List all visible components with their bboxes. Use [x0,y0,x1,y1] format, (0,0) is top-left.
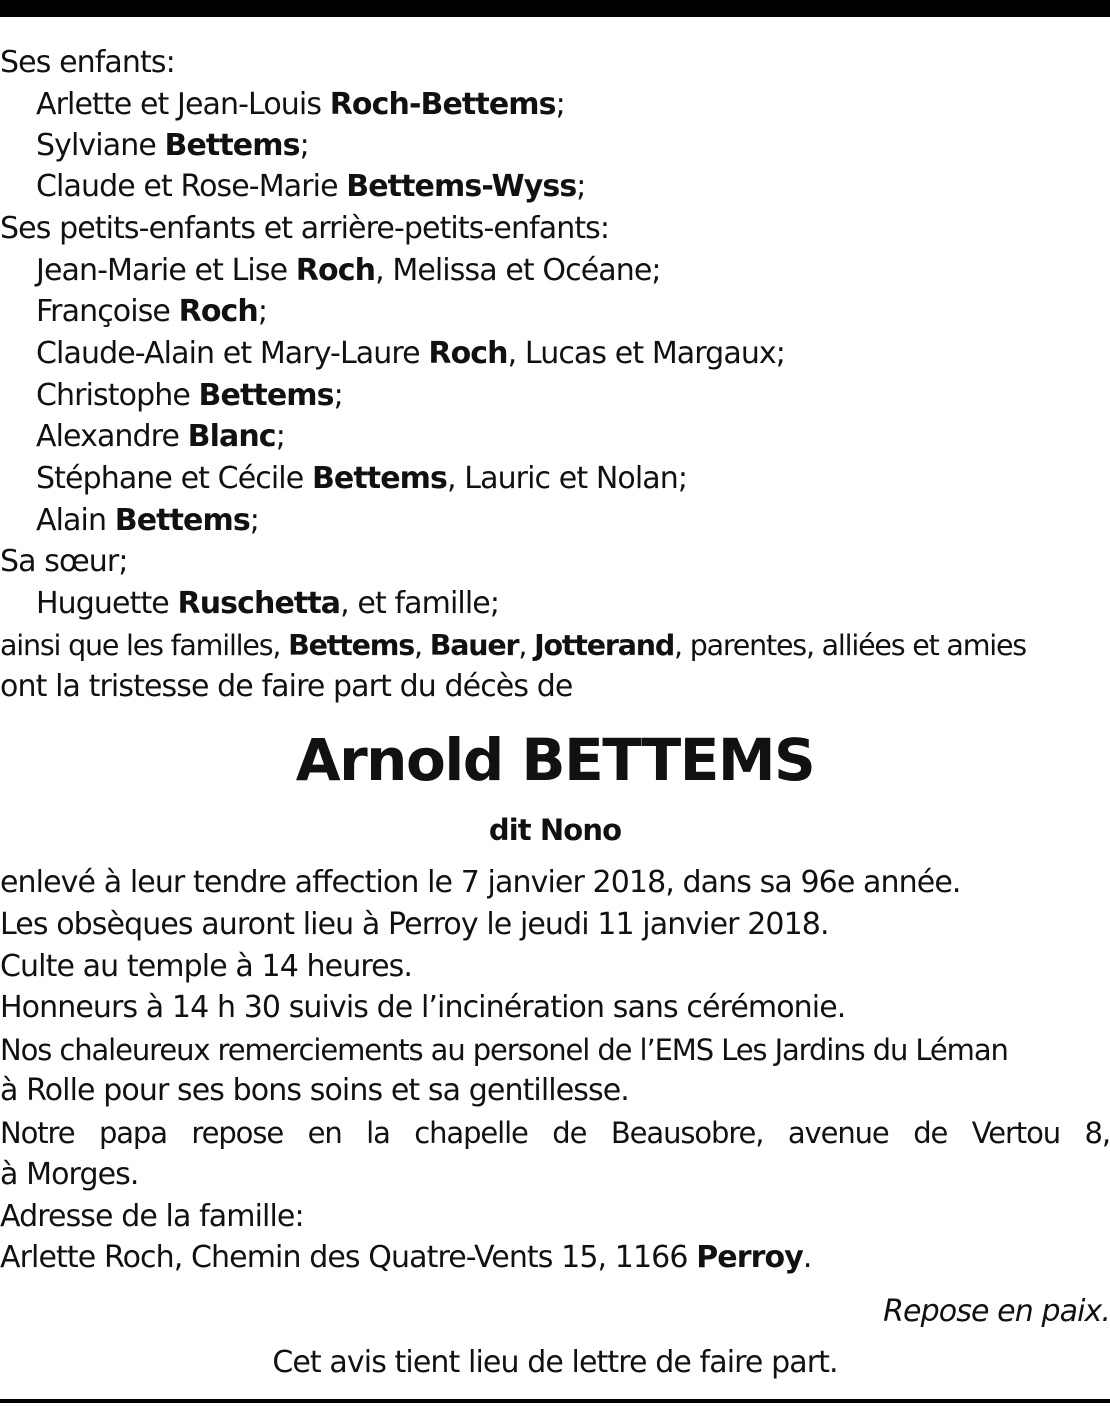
line-rest: ; [249,503,260,538]
address-prefix: Arlette Roch, Chemin des Quatre-Vents 15, 1166 [0,1240,697,1275]
given-names: Françoise [36,294,179,329]
line-rest: ; [576,169,586,204]
families-prefix: ainsi que les familles, [0,629,289,662]
surname: Bettems [198,378,334,413]
children-heading: Ses enfants: [0,45,175,80]
family-name: Bauer [429,629,519,662]
given-names: Claude et Rose-Marie [36,169,347,204]
surname: Ruschetta [177,586,341,621]
family-name: Bettems [288,629,414,662]
line-rest: , et famille; [340,586,500,621]
families-suffix: , parentes, alliées et amies [674,629,1026,662]
given-names: Alexandre [36,419,188,454]
family-line-grandchild-2 [36,291,1110,333]
notice-line: Cet avis tient lieu de lettre de faire part. [272,1345,838,1380]
detail-line-3: Culte au temple à 14 heures. [0,949,413,984]
detail-line-8: à Morges. [0,1157,139,1192]
family-line-child-1 [36,84,1110,126]
surname: Roch [178,294,258,329]
line-rest: ; [257,294,268,329]
family-line-grandchild-6 [36,458,1110,500]
address-suffix: . [802,1240,812,1275]
family-line-grandchild-1 [36,250,1110,292]
deceased-nickname: dit Nono [488,813,622,847]
detail-line-6: à Rolle pour ses bons soins et sa gentillesse. [0,1073,629,1108]
family-line-child-3 [36,166,1110,208]
line-rest: ; [299,128,309,163]
address-line [0,1237,1110,1279]
surname: Bettems [114,503,250,538]
given-names: Huguette [36,586,178,621]
given-names: Sylviane [36,128,165,163]
line-rest: ; [275,419,285,454]
given-names: Christophe [36,378,199,413]
given-names: Stéphane et Cécile [36,461,312,496]
address-city: Perroy [696,1240,803,1275]
family-line-grandchild-4 [36,375,1110,417]
rest-in-peace: Repose en paix. [883,1294,1110,1329]
bottom-rule [0,1399,1110,1403]
announcement-line: ont la tristesse de faire part du décès de [0,669,573,704]
detail-line-1: enlevé à leur tendre affection le 7 janvier 2018, dans sa 96e année. [0,865,961,900]
detail-line-5: Nos chaleureux remerciements au personel de l’EMS Les Jardins du Léman [0,1033,1008,1067]
family-name: Jotterand [534,629,675,662]
surname: Roch [295,253,376,288]
family-line-grandchild-7 [36,500,1110,542]
surname: Bettems-Wyss [346,169,577,204]
surname: Roch [428,336,508,371]
surname: Blanc [187,419,276,454]
families-separator: , [518,629,535,662]
detail-line-7: Notre papa repose en la chapelle de Beausobre, avenue de Vertou 8, [0,1116,1110,1150]
family-line-child-2 [36,125,1110,167]
line-rest: , Lauric et Nolan; [447,461,688,496]
line-rest: ; [333,378,343,413]
sister-heading: Sa sœur; [0,544,128,579]
line-rest: ; [555,87,565,122]
families-separator: , [414,629,430,662]
family-line-sister [36,583,1110,625]
family-line-grandchild-3 [36,333,1110,375]
families-line [0,625,1110,667]
top-rule [0,0,1110,17]
detail-line-9: Adresse de la famille: [0,1199,304,1234]
line-rest: , Melissa et Océane; [375,253,661,288]
given-names: Claude-Alain et Mary-Laure [36,336,429,371]
detail-line-2: Les obsèques auront lieu à Perroy le jeudi 11 janvier 2018. [0,907,829,942]
grandchildren-heading: Ses petits-enfants et arrière-petits-enfants: [0,211,610,246]
given-names: Alain [36,503,115,538]
surname: Bettems [311,461,447,496]
surname: Bettems [164,128,300,163]
family-line-grandchild-5 [36,416,1110,458]
deceased-name: Arnold BETTEMS [295,726,815,794]
line-rest: , Lucas et Margaux; [507,336,785,371]
given-names: Jean-Marie et Lise [36,253,296,288]
given-names: Arlette et Jean-Louis [36,87,330,122]
surname: Roch-Bettems [329,87,556,122]
detail-line-4: Honneurs à 14 h 30 suivis de l’incinération sans cérémonie. [0,990,846,1025]
